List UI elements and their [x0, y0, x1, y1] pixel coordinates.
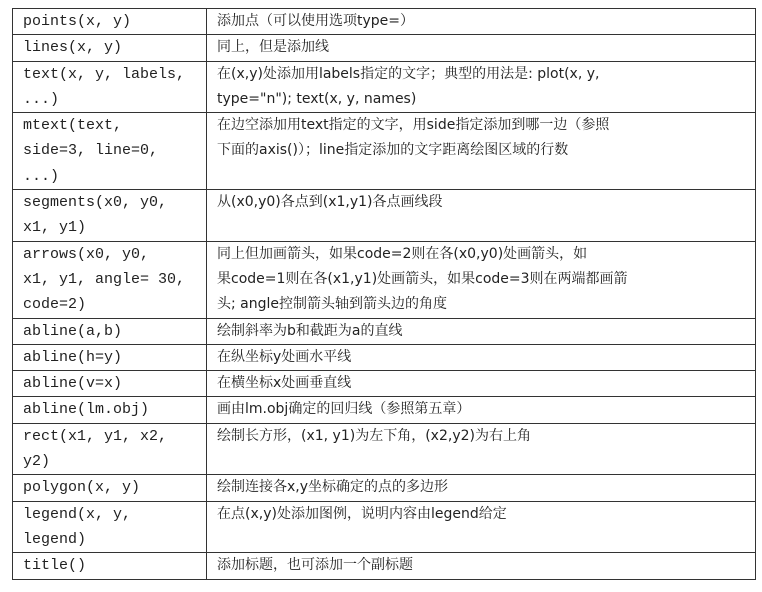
function-cell: lines(x, y) — [13, 35, 207, 61]
function-cell: points(x, y) — [13, 9, 207, 35]
table-row — [13, 35, 756, 61]
table-row — [13, 501, 756, 553]
function-cell: mtext(text, side=3, line=0, ...) — [13, 113, 207, 190]
function-cell: segments(x0, y0, x1, y1) — [13, 190, 207, 242]
table-row — [13, 113, 756, 190]
table-row — [13, 553, 756, 579]
table-row — [13, 475, 756, 501]
table-row — [13, 241, 756, 318]
table-row — [13, 61, 756, 113]
description-cell: 添加标题，也可添加一个副标题 — [207, 553, 756, 579]
description-cell: 在纵坐标y处画水平线 — [207, 344, 756, 370]
description-cell: 同上，但是添加线 — [207, 35, 756, 61]
description-cell: 在横坐标x处画垂直线 — [207, 371, 756, 397]
description-cell: 在边空添加用text指定的文字，用side指定添加到哪一边（参照 下面的axis()）；line指定添加的文字距离绘图区域的行数 — [207, 113, 756, 190]
function-cell: text(x, y, labels, ...) — [13, 61, 207, 113]
description-cell: 绘制连接各x,y坐标确定的点的多边形 — [207, 475, 756, 501]
function-cell: abline(lm.obj) — [13, 397, 207, 423]
description-cell: 在(x,y)处添加用labels指定的文字；典型的用法是: plot(x, y, type="n"); text(x, y, names) — [207, 61, 756, 113]
function-cell: abline(h=y) — [13, 344, 207, 370]
table-row — [13, 423, 756, 475]
table-row — [13, 344, 756, 370]
plot-functions-table — [12, 8, 756, 580]
description-cell: 添加点（可以使用选项type=） — [207, 9, 756, 35]
description-cell: 绘制斜率为b和截距为a的直线 — [207, 318, 756, 344]
description-cell: 绘制长方形，(x1, y1)为左下角，(x2,y2)为右上角 — [207, 423, 756, 475]
function-cell: arrows(x0, y0, x1, y1, angle= 30, code=2) — [13, 241, 207, 318]
table-row — [13, 318, 756, 344]
function-cell: abline(a,b) — [13, 318, 207, 344]
table-row — [13, 190, 756, 242]
table-row — [13, 397, 756, 423]
function-cell: title() — [13, 553, 207, 579]
table-body — [13, 9, 756, 580]
table-row — [13, 9, 756, 35]
function-cell: polygon(x, y) — [13, 475, 207, 501]
function-cell: rect(x1, y1, x2, y2) — [13, 423, 207, 475]
table-row — [13, 371, 756, 397]
description-cell: 画由lm.obj确定的回归线（参照第五章） — [207, 397, 756, 423]
function-cell: legend(x, y, legend) — [13, 501, 207, 553]
function-cell: abline(v=x) — [13, 371, 207, 397]
description-cell: 同上但加画箭头，如果code=2则在各(x0,y0)处画箭头，如 果code=1则在各(x1,y1)处画箭头，如果code=3则在两端都画箭 头; angle控制箭头轴到箭头边的角度 — [207, 241, 756, 318]
description-cell: 从(x0,y0)各点到(x1,y1)各点画线段 — [207, 190, 756, 242]
description-cell: 在点(x,y)处添加图例，说明内容由legend给定 — [207, 501, 756, 553]
